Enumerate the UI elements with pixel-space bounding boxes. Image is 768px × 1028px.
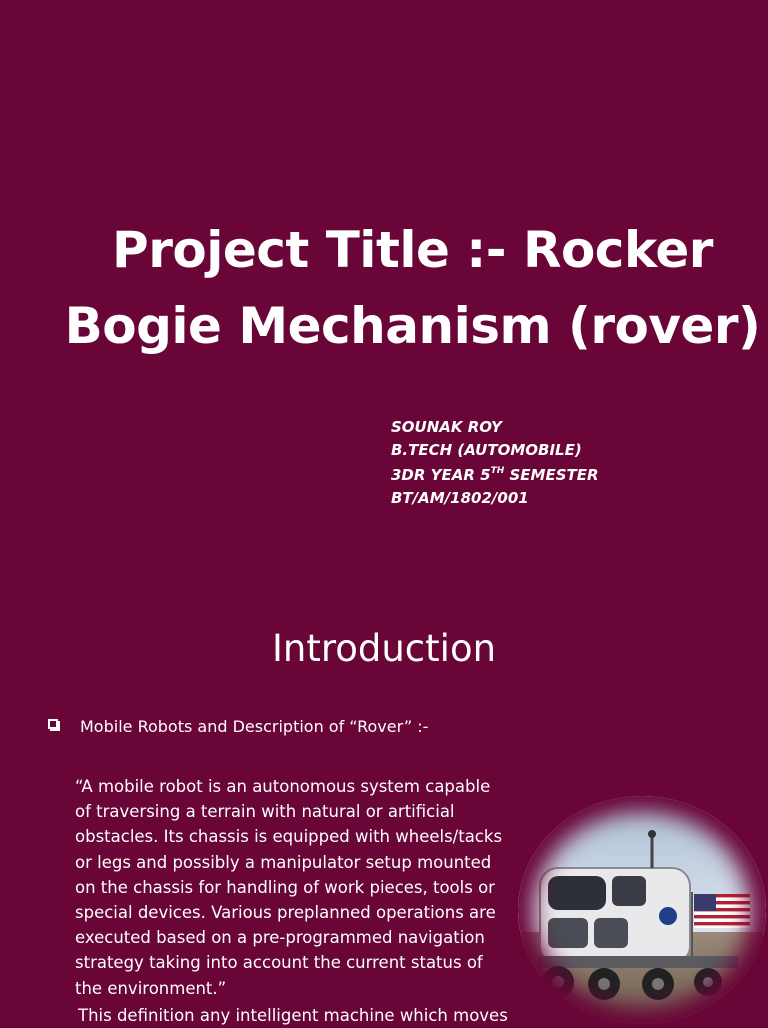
sky — [518, 796, 766, 936]
project-title — [60, 212, 765, 364]
quote-line: of traversing a terrain with natural or artificial — [75, 802, 455, 822]
author-year-prefix: 3DR YEAR 5 — [391, 466, 491, 484]
author-year-suffix: SEMESTER — [504, 466, 599, 484]
author-name: SOUNAK ROY — [391, 418, 502, 436]
mobile-robot-definition-quote — [75, 774, 515, 1001]
quote-line: or legs and possibly a manipulator setup mounted — [75, 852, 492, 872]
ground — [518, 932, 766, 1024]
rover-photo — [518, 796, 766, 1024]
quote-line: strategy taking into account the current status of — [75, 953, 483, 973]
project-title-line-1: Project Title :- Rocker — [112, 221, 713, 279]
introduction-slide — [0, 600, 768, 1024]
quote-line: special devices. Various preplanned operations are — [75, 903, 496, 923]
quote-line: on the chassis for handling of work pieces, tools or — [75, 877, 495, 897]
rover-illustration — [518, 796, 766, 1024]
quote-line: obstacles. Its chassis is equipped with wheels/tacks — [75, 827, 503, 847]
quote-line: “A mobile robot is an autonomous system capable — [75, 777, 491, 796]
checkbox-bullet-icon — [48, 719, 58, 729]
flag-icon — [694, 894, 750, 928]
bullet-text: Mobile Robots and Description of “Rover” :- — [80, 717, 429, 736]
introduction-heading: Introduction — [271, 627, 497, 670]
continued-text: This definition any intelligent machine which moves — [78, 1006, 508, 1025]
project-title-line-2: Bogie Mechanism (rover) — [64, 297, 761, 355]
rover-vehicle — [538, 830, 738, 1000]
author-course: B.TECH (AUTOMOBILE) — [391, 440, 582, 459]
author-year — [391, 461, 599, 487]
author-block — [391, 416, 599, 509]
quote-line: the environment.” — [75, 978, 227, 998]
author-roll-number: BT/AM/1802/001 — [391, 488, 529, 507]
quote-line: executed based on a pre-programmed navigation — [75, 928, 485, 948]
author-year-superscript: TH — [490, 466, 505, 476]
